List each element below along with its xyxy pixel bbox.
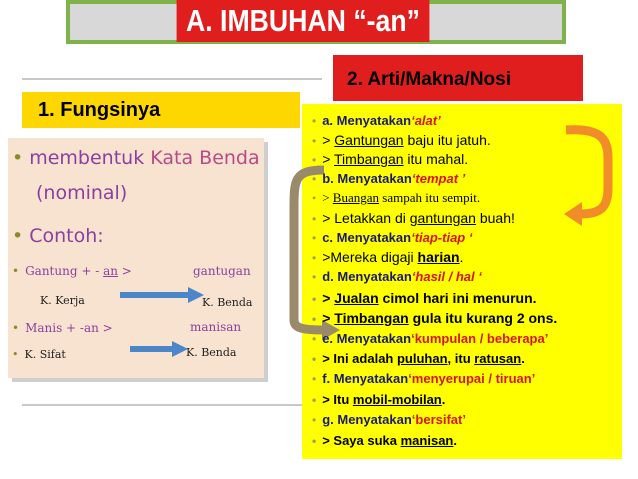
bullet-icon: • <box>12 321 20 335</box>
bullet-icon: • <box>312 172 317 186</box>
example-2-class-from: • K. Sifat <box>12 348 66 361</box>
page-title: A. IMBUHAN “-an” <box>177 0 430 42</box>
arti-c-ex1: • >Mereka digaji harian. <box>312 249 464 265</box>
example-1: • Gantung + - an > <box>12 264 132 278</box>
arti-f-ex1: • > Itu mobil-mobilan. <box>312 392 446 407</box>
arrow-right-icon <box>130 339 190 359</box>
bullet-icon: • <box>312 312 317 326</box>
fungsi-item-1: • membentuk Kata Benda <box>12 147 260 169</box>
arti-g: • g. Menyatakan‘bersifat’ <box>312 412 466 427</box>
bullet-icon: • <box>312 292 317 306</box>
fungsi-item-1-cont: (nominal) <box>36 182 128 204</box>
arti-e-ex1: • > Ini adalah puluhan, itu ratusan. <box>312 351 525 366</box>
example-1-result: gantugan <box>193 264 251 278</box>
bullet-icon: • <box>12 225 24 247</box>
example-1-class-from: K. Kerja <box>40 294 85 307</box>
arti-a-ex1: • > Gantungan baju itu jatuh. <box>312 132 491 148</box>
example-1-class-to: K. Benda <box>202 296 253 309</box>
arti-e: • e. Menyatakan‘kumpulan / beberapa’ <box>312 331 549 346</box>
bullet-icon: • <box>12 147 24 169</box>
curved-arrow-orange-icon <box>560 118 620 228</box>
arrow-right-icon <box>120 285 206 305</box>
bullet-icon: • <box>312 251 317 265</box>
bullet-icon: • <box>312 134 317 148</box>
bullet-icon: • <box>312 231 317 245</box>
arti-d-ex2: • > Timbangan gula itu kurang 2 ons. <box>312 310 558 326</box>
arti-b: • b. Menyatakan‘tempat ’ <box>312 171 466 186</box>
arti-a: • a. Menyatakan‘alat’ <box>312 113 441 128</box>
bullet-icon: • <box>312 191 317 205</box>
bullet-icon: • <box>312 270 317 284</box>
example-2-class-to: K. Benda <box>186 346 237 359</box>
arti-d: • d. Menyatakan‘hasil / hal ‘ <box>312 269 482 284</box>
bullet-icon: • <box>12 264 20 278</box>
bullet-icon: • <box>312 372 317 386</box>
bullet-icon: • <box>312 393 317 407</box>
divider-left <box>22 78 322 80</box>
bullet-icon: • <box>312 332 317 346</box>
arti-b-ex1: • > Buangan sampah itu sempit. <box>312 190 481 205</box>
section-fungsi-label: 1. Fungsinya <box>22 92 300 128</box>
arti-b-ex2: • > Letakkan di gantungan buah! <box>312 210 515 226</box>
bullet-icon: • <box>312 153 317 167</box>
bullet-icon: • <box>312 352 317 366</box>
example-2: • Manis + -an > <box>12 321 113 335</box>
bullet-icon: • <box>12 348 19 361</box>
bullet-icon: • <box>312 413 317 427</box>
example-2-result: manisan <box>190 320 242 334</box>
arti-g-ex1: • > Saya suka manisan. <box>312 433 457 448</box>
arti-f: • f. Menyatakan‘menyerupai / tiruan’ <box>312 371 536 386</box>
bullet-icon: • <box>312 114 317 128</box>
arti-c: • c. Menyatakan‘tiap-tiap ‘ <box>312 230 473 245</box>
arti-a-ex2: • > Timbangan itu mahal. <box>312 151 469 167</box>
section-arti-label: 2. Arti/Makna/Nosi <box>333 55 583 101</box>
arti-d-ex1: • > Jualan cimol hari ini menurun. <box>312 290 537 306</box>
divider-bottom <box>22 404 302 406</box>
bullet-icon: • <box>312 212 317 226</box>
bullet-icon: • <box>312 434 317 448</box>
contoh-heading: • Contoh: <box>12 225 104 247</box>
